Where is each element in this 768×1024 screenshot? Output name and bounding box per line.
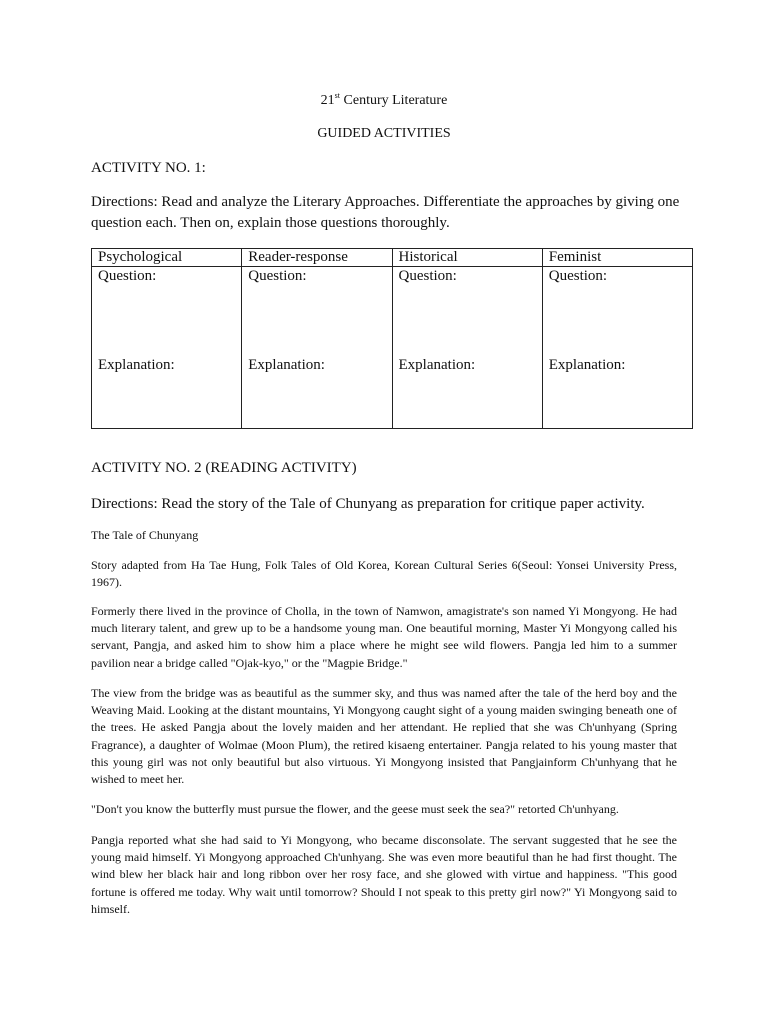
explanation-label: Explanation: bbox=[98, 357, 175, 373]
story-paragraph: Formerly there lived in the province of Cholla, in the town of Namwon, amagistrate's son named Yi Mongyong. He had much literary talent, and grew up to be a handsome young man. One beautiful morning, Master Yi Mongyong called his servant, Pangja, and asked him to show him a place where he might see wild flowers. Pangja led him to a summer pavilion near a bridge called "Ojak-kyo," or the "Magpie Bridge." bbox=[91, 604, 677, 670]
approaches-table bbox=[91, 248, 693, 429]
header-psychological: Psychological bbox=[92, 249, 242, 267]
header-reader-response: Reader-response bbox=[242, 249, 392, 267]
activity-1-heading: ACTIVITY NO. 1: bbox=[91, 160, 206, 176]
cell-psychological bbox=[92, 267, 242, 429]
page-subtitle: GUIDED ACTIVITIES bbox=[317, 126, 451, 141]
question-label: Question: bbox=[248, 268, 307, 284]
page-title bbox=[0, 93, 768, 109]
explanation-label: Explanation: bbox=[248, 357, 325, 373]
cell-reader-response bbox=[242, 267, 392, 429]
cell-historical bbox=[392, 267, 542, 429]
story-paragraph: The view from the bridge was as beautiful as the summer sky, and thus was named after the tale of the herd boy and the Weaving Maid. Looking at the distant mountains, Yi Mongyong caught sight of a young maiden swinging beneath one of the trees. He asked Pangja about the lovely maiden and her attendant. He replied that she was Ch'unhyang (Spring Fragrance), a daughter of Wolmae (Moon Plum), the retired kisaeng entertainer. Pangja related to his young master that this young girl was not only beautiful but also virtuous. Yi Mongyong insisted that Pangjainform Ch'unhyang that he wished to meet her. bbox=[91, 686, 677, 787]
story-paragraph: "Don't you know the butterfly must pursue the flower, and the geese must seek the sea?" retorted Ch'unhyang. bbox=[91, 802, 619, 816]
story-source: Story adapted from Ha Tae Hung, Folk Tales of Old Korea, Korean Cultural Series 6(Seoul: Yonsei University Press, 1967). bbox=[91, 558, 677, 590]
story-title: The Tale of Chunyang bbox=[91, 528, 199, 542]
header-historical: Historical bbox=[392, 249, 542, 267]
story-paragraph: Pangja reported what she had said to Yi Mongyong, who became disconsolate. The servant suggested that he see the young maid himself. Yi Mongyong approached Ch'unhyang. She was even more beautiful than he had first thought. The wind blew her black hair and long ribbon over her rosy face, and she glowed with virtue and happiness. "This good fortune is offered me today. Why wait until tomorrow? Should I not speak to this pretty girl now?" Yi Mongyong said to himself. bbox=[91, 833, 677, 916]
table-row bbox=[92, 267, 693, 429]
table-header-row bbox=[92, 249, 693, 267]
question-label: Question: bbox=[548, 268, 608, 284]
activity-2-directions: Directions: Read the story of the Tale of Chunyang as preparation for critique paper activity. bbox=[91, 496, 645, 512]
question-label: Question: bbox=[398, 268, 457, 284]
title-prefix: 21 bbox=[320, 93, 335, 108]
cell-feminist bbox=[542, 267, 692, 429]
explanation-label: Explanation: bbox=[548, 357, 626, 373]
activity-2-heading: ACTIVITY NO. 2 (READING ACTIVITY) bbox=[91, 460, 357, 476]
question-label: Question: bbox=[98, 268, 157, 284]
header-feminist: Feminist bbox=[542, 249, 692, 267]
activity-1-directions: Directions: Read and analyze the Literary Approaches. Differentiate the approaches by giving one question each. Then on, explain those questions thoroughly. bbox=[91, 194, 680, 231]
explanation-label: Explanation: bbox=[398, 357, 476, 373]
title-suffix: Century Literature bbox=[340, 93, 448, 108]
title-superscript: st bbox=[334, 91, 341, 100]
